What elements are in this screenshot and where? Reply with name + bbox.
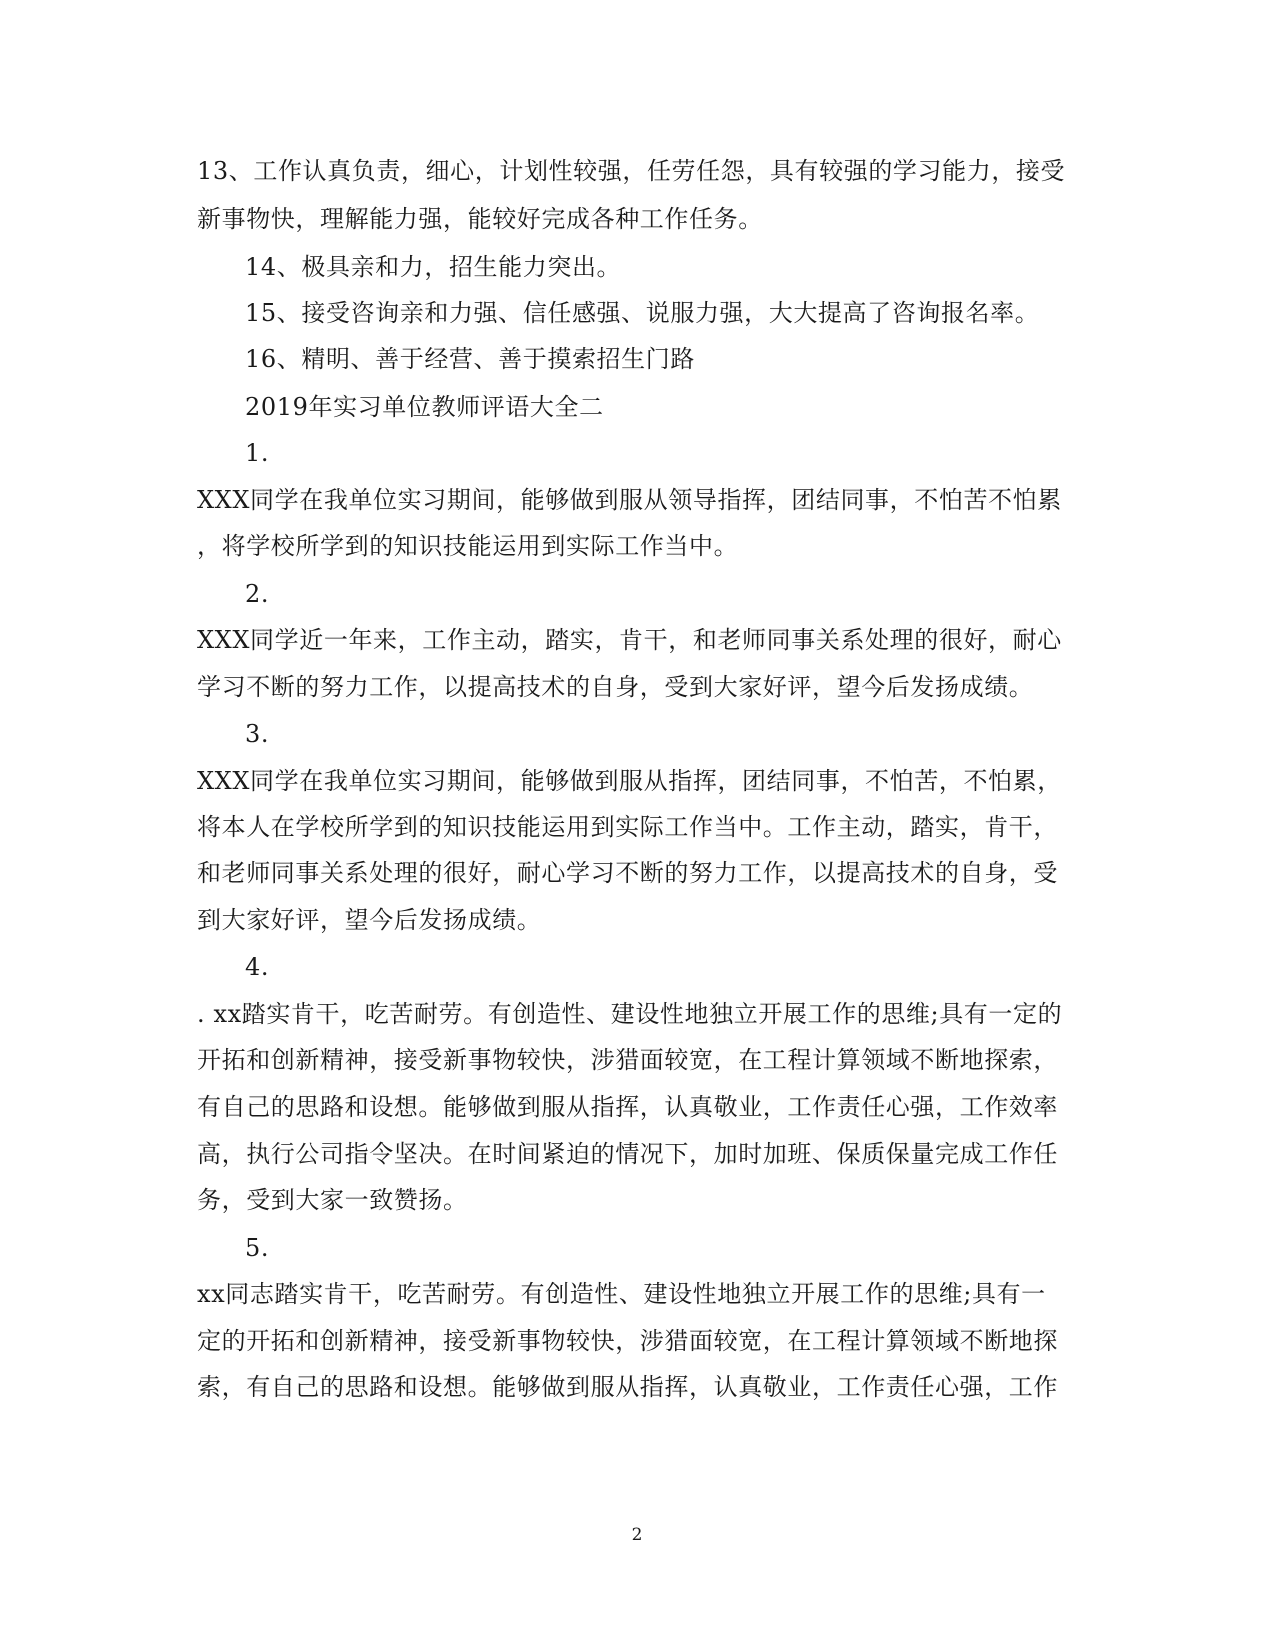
page-number: 2 [631,1525,643,1545]
text-line: XXX同学在我单位实习期间，能够做到服从指挥，团结同事，不怕苦，不怕累， [197,767,1062,795]
text-line: . xx踏实肯干，吃苦耐劳。有创造性、建设性地独立开展工作的思维;具有一定的 [197,1000,1063,1028]
item-number: 3. [245,720,270,748]
item-number: 5. [245,1234,270,1262]
text-line: 15、接受咨询亲和力强、信任感强、说服力强，大大提高了咨询报名率。 [245,299,1040,327]
section-heading: 2019年实习单位教师评语大全二 [245,393,604,421]
text-line: 高，执行公司指令坚决。在时间紧迫的情况下，加时加班、保质保量完成工作任 [197,1140,1058,1168]
text-line: 新事物快，理解能力强，能较好完成各种工作任务。 [197,205,763,233]
text-line: 16、精明、善于经营、善于摸索招生门路 [245,345,695,373]
text-line: 有自己的思路和设想。能够做到服从指挥，认真敬业，工作责任心强，工作效率 [197,1093,1058,1121]
text-line: 14、极具亲和力，招生能力突出。 [245,253,622,281]
text-line: 将本人在学校所学到的知识技能运用到实际工作当中。工作主动，踏实，肯干， [197,813,1058,841]
text-line: 到大家好评，望今后发扬成绩。 [197,906,542,934]
item-number: 4. [245,953,270,981]
item-number: 2. [245,580,270,608]
text-line: XXX同学在我单位实习期间，能够做到服从领导指挥，团结同事，不怕苦不怕累 [197,486,1062,514]
item-number: 1. [245,439,270,467]
text-line: 学习不断的努力工作，以提高技术的自身，受到大家好评，望今后发扬成绩。 [197,673,1034,701]
text-line: ，将学校所学到的知识技能运用到实际工作当中。 [197,532,739,560]
text-line: 务，受到大家一致赞扬。 [197,1186,468,1214]
text-line: 开拓和创新精神，接受新事物较快，涉猎面较宽，在工程计算领域不断地探索， [197,1046,1058,1074]
text-line: 索，有自己的思路和设想。能够做到服从指挥，认真敬业，工作责任心强，工作 [197,1373,1058,1401]
text-line: xx同志踏实肯干，吃苦耐劳。有创造性、建设性地独立开展工作的思维;具有一 [197,1280,1046,1308]
text-line: 和老师同事关系处理的很好，耐心学习不断的努力工作，以提高技术的自身，受 [197,859,1058,887]
text-line: XXX同学近一年来，工作主动，踏实，肯干，和老师同事关系处理的很好，耐心 [197,626,1062,654]
text-line: 定的开拓和创新精神，接受新事物较快，涉猎面较宽，在工程计算领域不断地探 [197,1327,1058,1355]
text-line: 13、工作认真负责，细心，计划性较强，任劳任怨，具有较强的学习能力，接受 [197,157,1066,185]
